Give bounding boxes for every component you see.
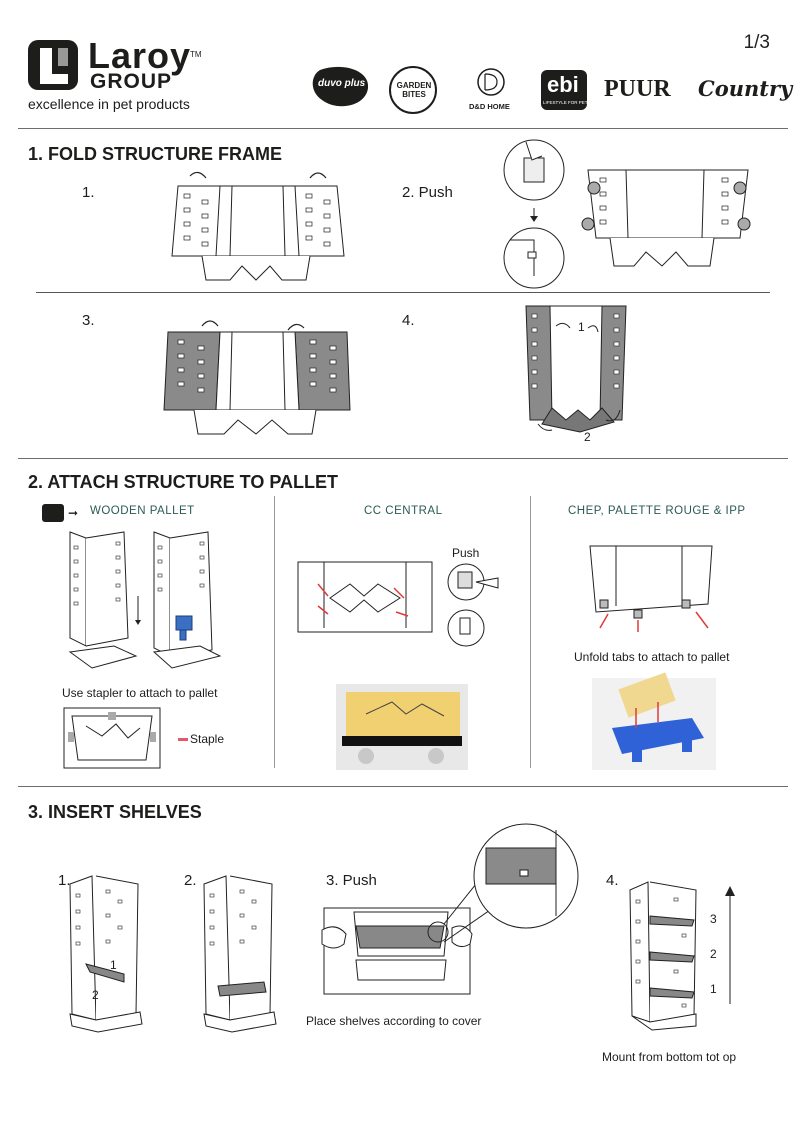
cc-central-heading: CC CENTRAL: [364, 505, 443, 517]
column-divider: [530, 496, 531, 768]
shelf-push-drawing: [320, 820, 582, 1000]
divider: [18, 786, 788, 787]
shelf-step-1-label: 1.: [58, 872, 71, 889]
shelf-step1-drawing: [66, 874, 146, 1034]
laroy-logo-icon: [28, 40, 78, 90]
dd-home-logo: D&D HOME: [465, 68, 517, 114]
tagline: excellence in pet products: [28, 96, 190, 112]
section-1-title: 1. FOLD STRUCTURE FRAME: [28, 144, 282, 164]
level-2: 2: [710, 947, 717, 961]
step-4-label: 4.: [402, 312, 415, 329]
puur-logo: PUUR: [604, 76, 671, 102]
logo-title: Laroy: [88, 35, 192, 76]
shelf-step-2-label: 2.: [184, 872, 197, 889]
section-3-title: 3. INSERT SHELVES: [28, 802, 202, 822]
frame-step3: [160, 318, 355, 438]
logo-subtitle: GROUP: [90, 70, 173, 93]
wooden-pallet-heading: WOODEN PALLET: [90, 505, 195, 517]
cc-central-photo: [336, 684, 468, 770]
step4-label-1: 1: [578, 320, 585, 334]
bottom-to-top-arrow-icon: [724, 886, 736, 1006]
divider: [18, 458, 788, 459]
staple-legend: Staple: [190, 732, 225, 746]
mount-caption: Mount from bottom tot op: [602, 1050, 737, 1064]
chep-heading: CHEP, PALETTE ROUGE & IPP: [568, 505, 746, 517]
frame-step4: [522, 302, 632, 442]
cc-push-label: Push: [452, 546, 480, 560]
country-logo: Country: [698, 76, 793, 101]
shelves-caption: Place shelves according to cover: [306, 1014, 482, 1028]
ebi-logo: ebi LIFESTYLE FOR PETS: [541, 70, 587, 110]
duvo-plus-logo: duvo plus: [312, 64, 372, 110]
trademark: TM: [190, 50, 202, 59]
cc-push-circles: [446, 562, 506, 654]
step-3-label: 3.: [82, 312, 95, 329]
garden-bites-logo: GARDEN BITES: [389, 66, 437, 114]
wooden-pallet-drawing: [64, 526, 274, 676]
shelf-step4-drawing: [624, 880, 704, 1030]
section-2-title: 2. ATTACH STRUCTURE TO PALLET: [28, 472, 338, 492]
staple-top-view: [62, 706, 162, 770]
unfold-tabs-caption: Unfold tabs to attach to pallet: [574, 650, 730, 664]
flat-frame-step1: [160, 168, 355, 288]
staple-legend-swatch: [178, 738, 188, 741]
shelf-step-3-label: 3. Push: [326, 872, 377, 889]
shelf-step-4-label: 4.: [606, 872, 619, 889]
step-2-label: 2. Push: [402, 184, 453, 201]
divider: [36, 292, 770, 293]
cc-central-drawing: [296, 540, 446, 636]
chep-photo: [592, 678, 716, 770]
step4-label-2: 2: [584, 430, 591, 444]
shelf-step2-drawing: [200, 874, 280, 1034]
divider: [18, 128, 788, 129]
stapler-caption: Use stapler to attach to pallet: [62, 686, 218, 700]
step-1-label: 1.: [82, 184, 95, 201]
arrow-right-icon: ➞: [68, 506, 79, 520]
frame-step2: [580, 166, 760, 276]
level-3: 3: [710, 912, 717, 926]
laroy-mini-icon: [42, 504, 64, 522]
chep-drawing: [586, 540, 726, 630]
column-divider: [274, 496, 275, 768]
page-number: 1/3: [743, 32, 770, 53]
shelf-step1-label-1: 1: [110, 958, 117, 972]
shelf-step1-label-2: 2: [92, 988, 99, 1002]
level-1: 1: [710, 982, 717, 996]
push-detail-circles: [500, 140, 572, 290]
